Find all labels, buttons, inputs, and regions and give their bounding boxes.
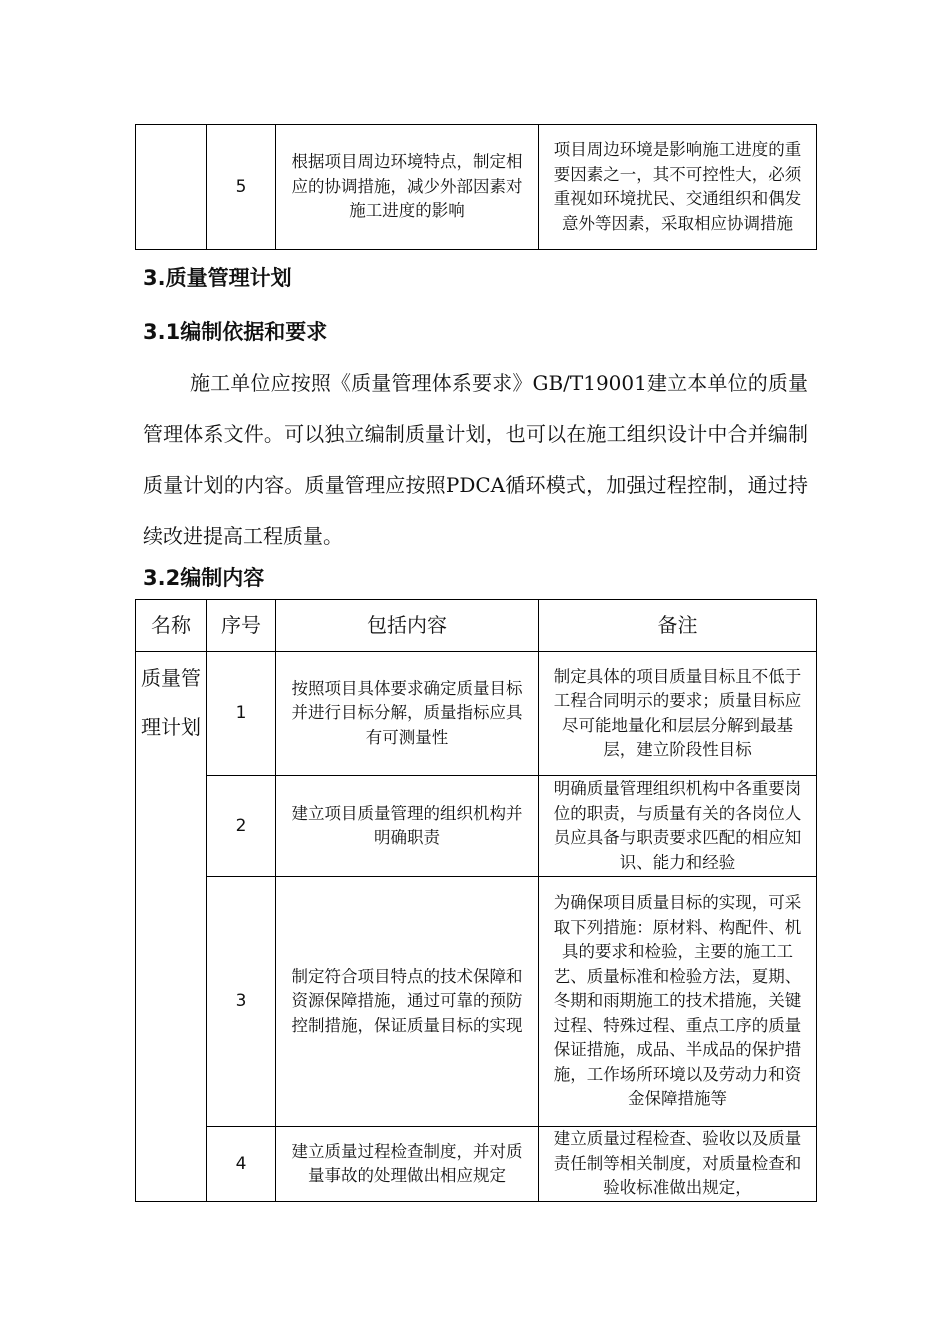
content-cell: 根据项目周边环境特点，制定相应的协调措施，减少外部因素对施工进度的影响 xyxy=(276,125,539,250)
table-header-row xyxy=(136,600,817,652)
section-heading: 3.质量管理计划 xyxy=(143,266,292,290)
note-cell: 建立质量过程检查、验收以及质量责任制等相关制度，对质量检查和验收标准做出规定， xyxy=(539,1127,817,1202)
subsection-heading: 3.2编制内容 xyxy=(143,566,265,590)
content-cell: 建立质量过程检查制度，并对质量事故的处理做出相应规定 xyxy=(276,1127,539,1202)
note-cell: 明确质量管理组织机构中各重要岗位的职责，与质量有关的各岗位人员应具备与职责要求匹配的相应知识、能力和经验 xyxy=(539,776,817,877)
body-paragraph: 施工单位应按照《质量管理体系要求》GB/T19001建立本单位的质量管理体系文件。可以独立编制质量计划，也可以在施工组织设计中合并编制质量计划的内容。质量管理应按照PDCA循环模式，加强过程控制，通过持续改进提高工程质量。 xyxy=(143,371,808,548)
category-cell: 质量管理计划 xyxy=(136,652,207,1202)
name-cell xyxy=(136,125,207,250)
row-number: 2 xyxy=(207,776,276,877)
row-number: 4 xyxy=(207,1127,276,1202)
content-cell: 按照项目具体要求确定质量目标并进行目标分解，质量指标应具有可测量性 xyxy=(276,652,539,776)
content-cell: 建立项目质量管理的组织机构并明确职责 xyxy=(276,776,539,877)
header-number: 序号 xyxy=(207,600,276,652)
note-cell: 为确保项目质量目标的实现，可采取下列措施：原材料、构配件、机具的要求和检验，主要的施工工艺、质量标准和检验方法，夏期、冬期和雨期施工的技术措施，关键过程、特殊过程、重点工序的质量保证措施，成品、半成品的保护措施，工作场所环境以及劳动力和资金保障措施等 xyxy=(539,877,817,1127)
subsection-heading: 3.1编制依据和要求 xyxy=(143,320,328,344)
table-row xyxy=(136,776,817,877)
table-row xyxy=(136,1127,817,1202)
schedule-table-continuation xyxy=(135,124,817,250)
row-number: 1 xyxy=(207,652,276,776)
table-row xyxy=(136,652,817,776)
table-row xyxy=(136,125,817,250)
row-number: 3 xyxy=(207,877,276,1127)
quality-plan-table xyxy=(135,599,817,1202)
row-number: 5 xyxy=(207,125,276,250)
note-cell: 制定具体的项目质量目标且不低于工程合同明示的要求；质量目标应尽可能地量化和层层分解到最基层，建立阶段性目标 xyxy=(539,652,817,776)
header-content: 包括内容 xyxy=(276,600,539,652)
header-name: 名称 xyxy=(136,600,207,652)
table-row xyxy=(136,877,817,1127)
content-cell: 制定符合项目特点的技术保障和资源保障措施，通过可靠的预防控制措施，保证质量目标的实现 xyxy=(276,877,539,1127)
header-note: 备注 xyxy=(539,600,817,652)
note-cell: 项目周边环境是影响施工进度的重要因素之一，其不可控性大，必须重视如环境扰民、交通组织和偶发意外等因素，采取相应协调措施 xyxy=(539,125,817,250)
